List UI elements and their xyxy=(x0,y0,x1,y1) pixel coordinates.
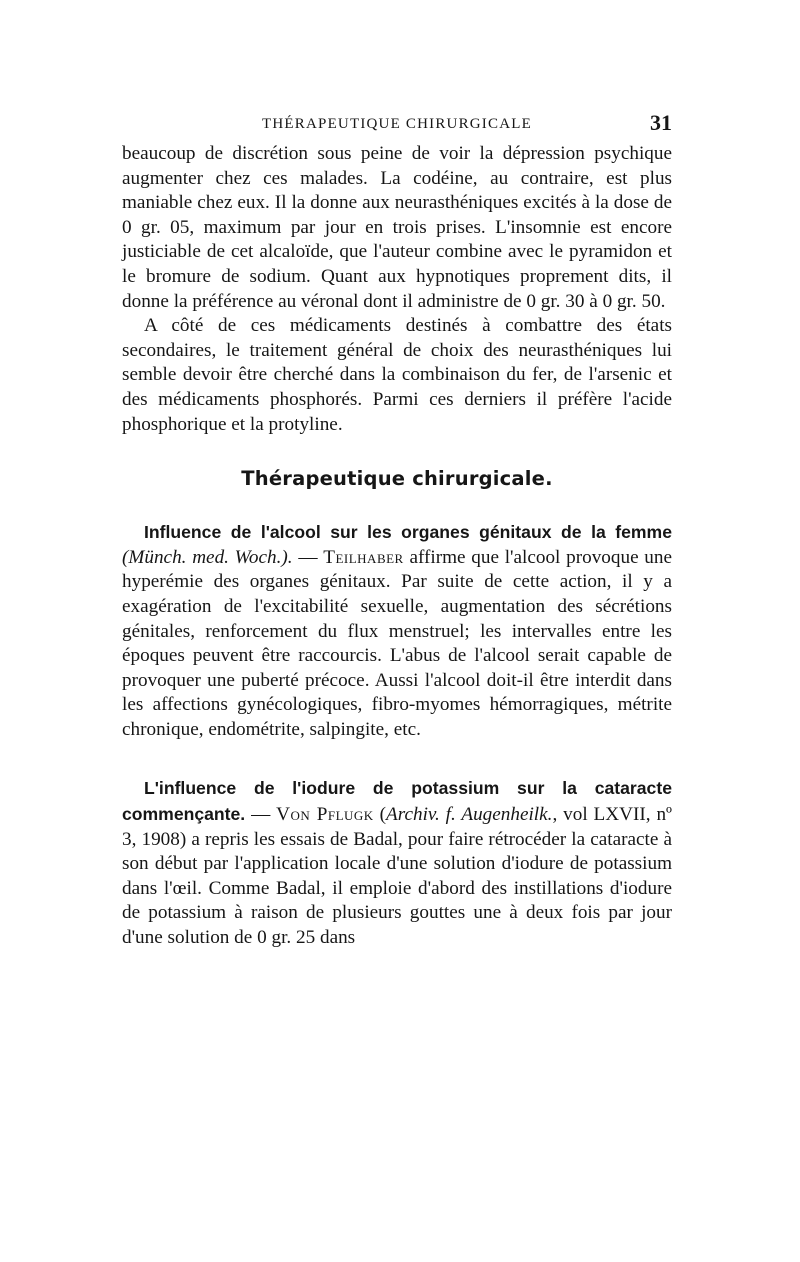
article-alcohol-title: Influence de l'alcool sur les organes génitaux de la femme xyxy=(144,522,672,543)
article-iodide-body: a repris les essais de Badal, pour faire rétrocéder la cataracte à son début par l'application locale d'une solution d'iodure de potassium dans l'œil. Comme Badal, il emploie d'abord des instillations d'iodure de potassium à raison de plusieurs gouttes une à deux fois par jour d'une solution de 0 gr. 25 dans xyxy=(122,828,673,949)
article-alcohol-author: Teilhaber xyxy=(323,546,404,568)
article-alcohol xyxy=(122,520,672,742)
article-iodide-text xyxy=(122,776,672,950)
paragraph-treatment: A côté de ces médicaments destinés à combattre des états secondaires, le traitement général de choix des neurasthéniques lui semble devoir être cherché dans la combinaison du fer, de l'arsenic et des médicaments phosphorés. Parmi ces derniers il préfère l'acide phosphorique et la protyline. xyxy=(122,315,672,435)
page-number: 31 xyxy=(650,110,672,135)
paragraph-continuation: beaucoup de discrétion sous peine de voir la dépression psychique augmenter chez ces malades. La codéine, au contraire, est plus maniable chez eux. Il la donne aux neurasthéniques excités à la dose de 0 gr. 05, maximum par jour en trois prises. L'insomnie est encore justiciable de cet alcaloïde, que l'auteur combine avec le pyramidon et le bromure de sodium. Quant aux hypnotiques proprement dits, il donne la préférence au véronal dont il administre de 0 gr. 30 à 0 gr. 50. xyxy=(122,143,672,312)
article-iodide-author: Von Pflugk xyxy=(276,804,374,826)
book-page xyxy=(122,112,672,951)
running-head xyxy=(122,112,672,142)
article-alcohol-dash: — xyxy=(292,546,324,568)
article-iodide xyxy=(122,776,672,950)
article-alcohol-body: affirme que l'alcool provoque une hyperémie des organes génitaux. Par suite de cette action, il y a exagération de l'excitabilité sexuelle, augmentation des sécrétions génitales, renforcement du flux menstruel; les intervalles entre les époques peuvent être raccourcis. L'abus de l'alcool serait capable de provoquer une puberté précoce. Aussi l'alcool doit-il être interdit dans les affections gynécologiques, fibro-myomes hémorragiques, métrite chronique, endométrite, salpingite, etc. xyxy=(122,546,673,740)
article-alcohol-source: (Münch. med. Woch.). xyxy=(122,546,293,568)
running-title: THÉRAPEUTIQUE CHIRURGICALE xyxy=(262,116,532,132)
article-alcohol-text xyxy=(122,520,672,742)
section-title: Thérapeutique chirurgicale. xyxy=(241,467,553,491)
article-iodide-source-rest: , vol LXVII, nº 3, 1908) xyxy=(122,804,672,850)
article-iodide-source: Archiv. f. Augenheilk. xyxy=(385,804,553,826)
article-iodide-source-open: ( xyxy=(373,804,386,826)
article-iodide-dash: — xyxy=(245,804,277,826)
article-iodide-title: L'influence de l'iodure de potassium sur la cataracte commençante. xyxy=(122,778,672,825)
